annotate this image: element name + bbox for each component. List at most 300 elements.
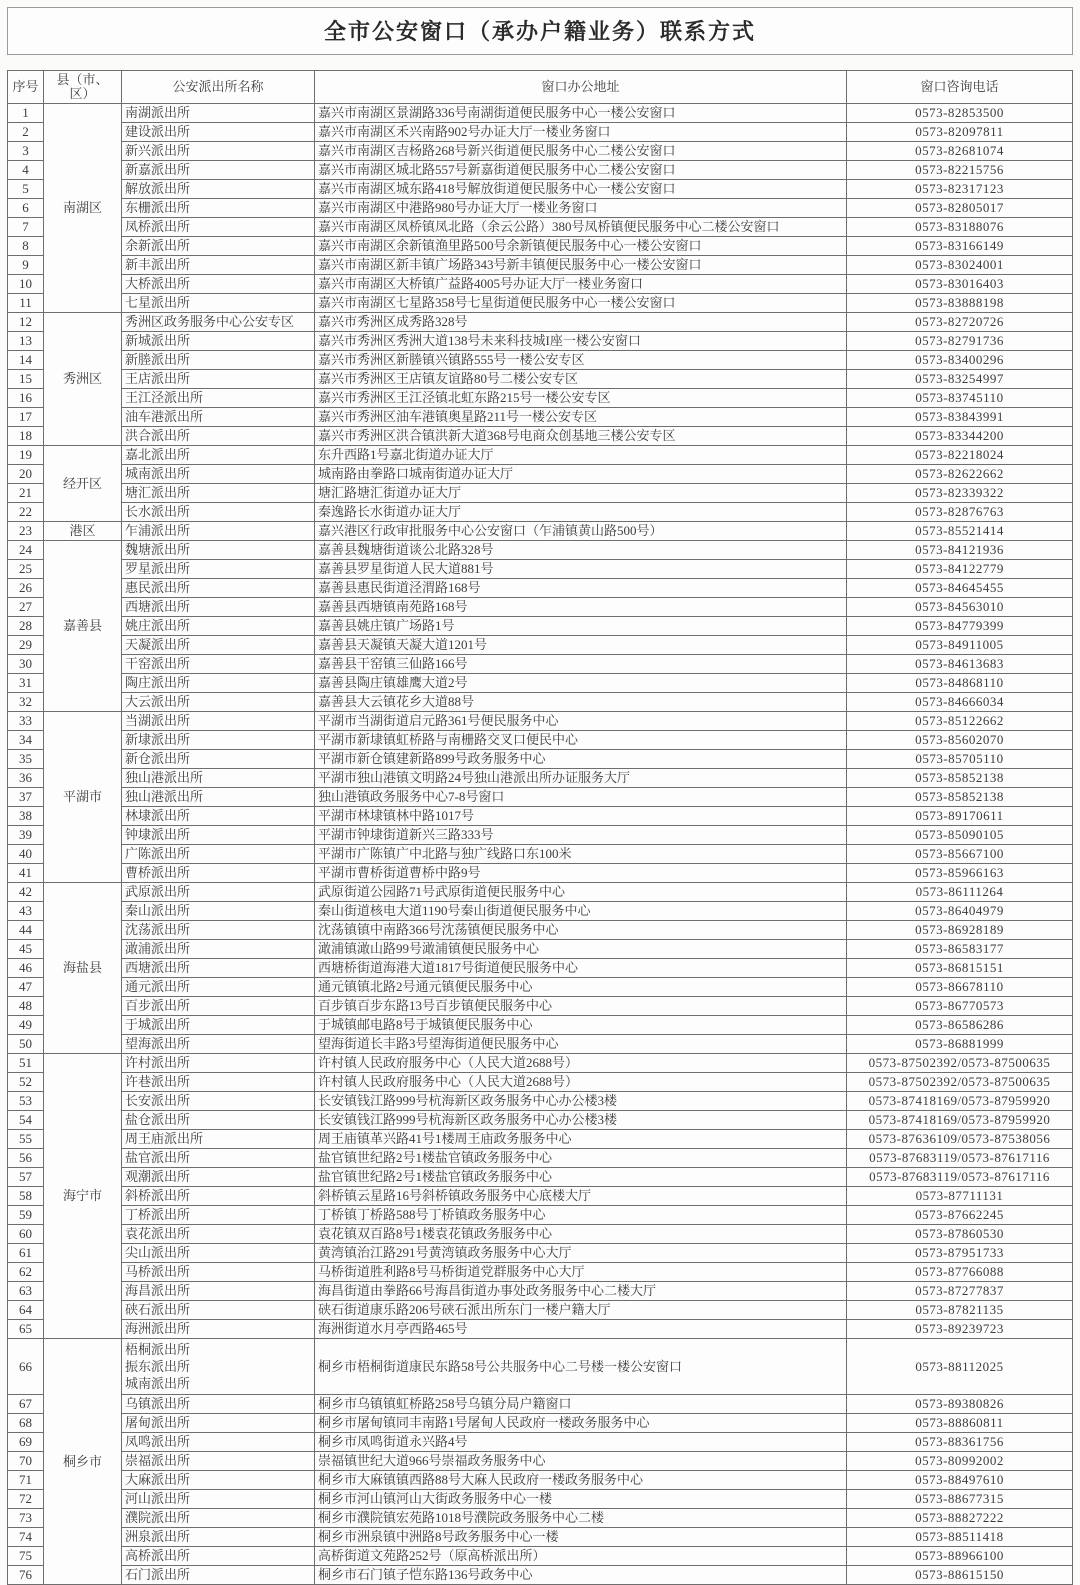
row-number-cell: 16 xyxy=(8,389,44,408)
station-name-cell: 新丰派出所 xyxy=(122,256,315,275)
row-number-cell: 52 xyxy=(8,1073,44,1092)
table-row xyxy=(8,313,1073,332)
row-number-cell: 3 xyxy=(8,142,44,161)
phone-cell: 0573-84645455 xyxy=(847,579,1073,598)
phone-cell: 0573-84868110 xyxy=(847,674,1073,693)
address-cell: 海洲街道水月亭西路465号 xyxy=(315,1320,847,1339)
row-number-cell: 56 xyxy=(8,1149,44,1168)
station-name-cell: 武原派出所 xyxy=(122,883,315,902)
row-number-cell: 55 xyxy=(8,1130,44,1149)
address-cell: 嘉兴市秀洲区洪合镇洪新大道368号电商众创基地三楼公安专区 xyxy=(315,427,847,446)
row-number-cell: 26 xyxy=(8,579,44,598)
address-cell: 秦逸路长水街道办证大厅 xyxy=(315,503,847,522)
phone-cell: 0573-86678110 xyxy=(847,978,1073,997)
row-number-cell: 2 xyxy=(8,123,44,142)
row-number-cell: 27 xyxy=(8,598,44,617)
phone-cell: 0573-87766088 xyxy=(847,1263,1073,1282)
phone-cell: 0573-87636109/0573-87538056 xyxy=(847,1130,1073,1149)
address-cell: 斜桥镇云星路16号斜桥镇政务服务中心底楼大厅 xyxy=(315,1187,847,1206)
table-row xyxy=(8,845,1073,864)
row-number-cell: 4 xyxy=(8,161,44,180)
station-name-cell: 王店派出所 xyxy=(122,370,315,389)
row-number-cell: 29 xyxy=(8,636,44,655)
row-number-cell: 25 xyxy=(8,560,44,579)
address-cell: 嘉兴市南湖区中港路980号办证大厅一楼业务窗口 xyxy=(315,199,847,218)
table-row xyxy=(8,921,1073,940)
table-row xyxy=(8,731,1073,750)
station-name-cell: 沈荡派出所 xyxy=(122,921,315,940)
row-number-cell: 11 xyxy=(8,294,44,313)
table-row xyxy=(8,427,1073,446)
table-row xyxy=(8,1433,1073,1452)
phone-cell: 0573-85521414 xyxy=(847,522,1073,541)
row-number-cell: 33 xyxy=(8,712,44,731)
phone-cell: 0573-82876763 xyxy=(847,503,1073,522)
phone-cell: 0573-82681074 xyxy=(847,142,1073,161)
address-cell: 于城镇邮电路8号于城镇便民服务中心 xyxy=(315,1016,847,1035)
table-row xyxy=(8,180,1073,199)
table-row xyxy=(8,1320,1073,1339)
station-name-cell: 高桥派出所 xyxy=(122,1547,315,1566)
station-name-cell: 河山派出所 xyxy=(122,1490,315,1509)
phone-cell: 0573-88966100 xyxy=(847,1547,1073,1566)
district-cell: 平湖市 xyxy=(44,712,122,883)
table-row xyxy=(8,1414,1073,1433)
address-cell: 平湖市当湖街道启元路361号便民服务中心 xyxy=(315,712,847,731)
row-number-cell: 8 xyxy=(8,237,44,256)
table-row xyxy=(8,959,1073,978)
table-row xyxy=(8,883,1073,902)
table-row xyxy=(8,636,1073,655)
phone-cell: 0573-82622662 xyxy=(847,465,1073,484)
station-name-cell: 屠甸派出所 xyxy=(122,1414,315,1433)
address-cell: 嘉兴市南湖区城北路557号新嘉街道便民服务中心二楼公安窗口 xyxy=(315,161,847,180)
station-name-cell: 油车港派出所 xyxy=(122,408,315,427)
table-row xyxy=(8,598,1073,617)
station-name-cell: 广陈派出所 xyxy=(122,845,315,864)
row-number-cell: 66 xyxy=(8,1339,44,1395)
table-row xyxy=(8,389,1073,408)
phone-cell: 0573-87418169/0573-87959920 xyxy=(847,1092,1073,1111)
phone-cell: 0573-87418169/0573-87959920 xyxy=(847,1111,1073,1130)
district-cell: 南湖区 xyxy=(44,104,122,313)
row-number-cell: 31 xyxy=(8,674,44,693)
address-cell: 桐乡市乌镇镇虹桥路258号乌镇分局户籍窗口 xyxy=(315,1395,847,1414)
table-row xyxy=(8,1016,1073,1035)
phone-cell: 0573-84911005 xyxy=(847,636,1073,655)
table-row xyxy=(8,1073,1073,1092)
station-name-cell: 长水派出所 xyxy=(122,503,315,522)
address-cell: 周王庙镇革兴路41号1楼周王庙政务服务中心 xyxy=(315,1130,847,1149)
row-number-cell: 38 xyxy=(8,807,44,826)
address-cell: 桐乡市大麻镇镇西路88号大麻人民政府一楼政务服务中心 xyxy=(315,1471,847,1490)
address-cell: 平湖市林埭镇林中路1017号 xyxy=(315,807,847,826)
table-row xyxy=(8,503,1073,522)
row-number-cell: 41 xyxy=(8,864,44,883)
phone-cell: 0573-88497610 xyxy=(847,1471,1073,1490)
phone-cell: 0573-85852138 xyxy=(847,788,1073,807)
table-row xyxy=(8,1263,1073,1282)
address-cell: 嘉兴市南湖区景湖路336号南湖街道便民服务中心一楼公安窗口 xyxy=(315,104,847,123)
table-row xyxy=(8,142,1073,161)
address-cell: 桐乡市河山镇河山大街政务服务中心一楼 xyxy=(315,1490,847,1509)
district-cell: 海宁市 xyxy=(44,1054,122,1339)
address-cell: 嘉兴市秀洲区新塍镇兴镇路555号一楼公安专区 xyxy=(315,351,847,370)
station-name-cell: 大桥派出所 xyxy=(122,275,315,294)
address-cell: 平湖市新埭镇虹桥路与南栅路交叉口便民中心 xyxy=(315,731,847,750)
phone-cell: 0573-82339322 xyxy=(847,484,1073,503)
row-number-cell: 73 xyxy=(8,1509,44,1528)
table-row xyxy=(8,864,1073,883)
address-cell: 嘉善县惠民街道泾渭路168号 xyxy=(315,579,847,598)
phone-cell: 0573-82853500 xyxy=(847,104,1073,123)
station-name-cell: 澉浦派出所 xyxy=(122,940,315,959)
row-number-cell: 5 xyxy=(8,180,44,199)
station-name-cell: 东栅派出所 xyxy=(122,199,315,218)
table-row xyxy=(8,104,1073,123)
row-number-cell: 67 xyxy=(8,1395,44,1414)
row-number-cell: 12 xyxy=(8,313,44,332)
phone-cell: 0573-83016403 xyxy=(847,275,1073,294)
table-body xyxy=(8,104,1073,1585)
table-row xyxy=(8,161,1073,180)
station-name-cell: 望海派出所 xyxy=(122,1035,315,1054)
phone-cell: 0573-87277837 xyxy=(847,1282,1073,1301)
table-row xyxy=(8,788,1073,807)
table-row xyxy=(8,1528,1073,1547)
address-cell: 许村镇人民政府服务中心（人民大道2688号） xyxy=(315,1073,847,1092)
station-name-cell: 许巷派出所 xyxy=(122,1073,315,1092)
address-cell: 海昌街道由拳路66号海昌街道办事处政务服务中心二楼大厅 xyxy=(315,1282,847,1301)
row-number-cell: 48 xyxy=(8,997,44,1016)
table-row xyxy=(8,522,1073,541)
address-cell: 嘉善县西塘镇南苑路168号 xyxy=(315,598,847,617)
phone-cell: 0573-88112025 xyxy=(847,1339,1073,1395)
station-name-cell: 城南派出所 xyxy=(122,465,315,484)
row-number-cell: 35 xyxy=(8,750,44,769)
district-cell: 嘉善县 xyxy=(44,541,122,712)
station-name-cell: 新埭派出所 xyxy=(122,731,315,750)
station-name-cell: 当湖派出所 xyxy=(122,712,315,731)
station-name-cell: 于城派出所 xyxy=(122,1016,315,1035)
phone-cell: 0573-84666034 xyxy=(847,693,1073,712)
address-cell: 西塘桥街道海港大道1817号街道便民服务中心 xyxy=(315,959,847,978)
phone-cell: 0573-83166149 xyxy=(847,237,1073,256)
station-name-cell: 钟埭派出所 xyxy=(122,826,315,845)
station-name-cell: 魏塘派出所 xyxy=(122,541,315,560)
station-name-cell: 崇福派出所 xyxy=(122,1452,315,1471)
station-name-cell: 嘉北派出所 xyxy=(122,446,315,465)
table-row xyxy=(8,940,1073,959)
row-number-cell: 47 xyxy=(8,978,44,997)
row-number-cell: 63 xyxy=(8,1282,44,1301)
address-cell: 平湖市钟埭街道新兴三路333号 xyxy=(315,826,847,845)
row-number-cell: 10 xyxy=(8,275,44,294)
station-name-cell: 马桥派出所 xyxy=(122,1263,315,1282)
address-cell: 盐官镇世纪路2号1楼盐官镇政务服务中心 xyxy=(315,1168,847,1187)
phone-cell: 0573-82218024 xyxy=(847,446,1073,465)
station-name-cell: 余新派出所 xyxy=(122,237,315,256)
phone-cell: 0573-85966163 xyxy=(847,864,1073,883)
address-cell: 盐官镇世纪路2号1楼盐官镇政务服务中心 xyxy=(315,1149,847,1168)
phone-cell: 0573-84613683 xyxy=(847,655,1073,674)
station-name-cell: 海昌派出所 xyxy=(122,1282,315,1301)
phone-cell: 0573-83254997 xyxy=(847,370,1073,389)
station-name-cell: 盐官派出所 xyxy=(122,1149,315,1168)
contact-table xyxy=(7,70,1073,1585)
table-row xyxy=(8,446,1073,465)
station-name-cell: 南湖派出所 xyxy=(122,104,315,123)
table-row xyxy=(8,1244,1073,1263)
row-number-cell: 23 xyxy=(8,522,44,541)
address-cell: 平湖市新仓镇建新路899号政务服务中心 xyxy=(315,750,847,769)
table-row xyxy=(8,237,1073,256)
address-cell: 桐乡市梧桐街道康民东路58号公共服务中心二号楼一楼公安窗口 xyxy=(315,1339,847,1395)
station-name-cell: 干窑派出所 xyxy=(122,655,315,674)
address-cell: 嘉兴市秀洲区王店镇友谊路80号二楼公安专区 xyxy=(315,370,847,389)
table-row xyxy=(8,1054,1073,1073)
row-number-cell: 46 xyxy=(8,959,44,978)
station-name-cell: 西塘派出所 xyxy=(122,959,315,978)
address-cell: 桐乡市凤鸣街道永兴路4号 xyxy=(315,1433,847,1452)
address-cell: 通元镇镇北路2号通元镇便民服务中心 xyxy=(315,978,847,997)
address-cell: 澉浦镇澉山路99号澉浦镇便民服务中心 xyxy=(315,940,847,959)
phone-cell: 0573-84563010 xyxy=(847,598,1073,617)
table-row xyxy=(8,1225,1073,1244)
station-name-cell: 罗星派出所 xyxy=(122,560,315,579)
table-row xyxy=(8,1282,1073,1301)
address-cell: 秦山街道核电大道1190号秦山街道便民服务中心 xyxy=(315,902,847,921)
station-name-cell: 硖石派出所 xyxy=(122,1301,315,1320)
phone-cell: 0573-80992002 xyxy=(847,1452,1073,1471)
phone-cell: 0573-83745110 xyxy=(847,389,1073,408)
station-name-line: 梧桐派出所 xyxy=(125,1342,191,1357)
station-name-cell: 许村派出所 xyxy=(122,1054,315,1073)
phone-cell: 0573-84121936 xyxy=(847,541,1073,560)
header-station-name: 公安派出所名称 xyxy=(122,71,315,104)
station-name-cell: 陶庄派出所 xyxy=(122,674,315,693)
phone-cell: 0573-88615150 xyxy=(847,1566,1073,1585)
phone-cell: 0573-86815151 xyxy=(847,959,1073,978)
station-name-cell: 大麻派出所 xyxy=(122,1471,315,1490)
page-title: 全市公安窗口（承办户籍业务）联系方式 xyxy=(7,7,1073,55)
address-cell: 沈荡镇镇中南路366号沈荡镇便民服务中心 xyxy=(315,921,847,940)
phone-cell: 0573-86111264 xyxy=(847,883,1073,902)
address-cell: 嘉善县干窑镇三仙路166号 xyxy=(315,655,847,674)
address-cell: 嘉兴市南湖区七星路358号七星街道便民服务中心一楼公安窗口 xyxy=(315,294,847,313)
table-row xyxy=(8,1111,1073,1130)
phone-cell: 0573-88827222 xyxy=(847,1509,1073,1528)
phone-cell: 0573-87683119/0573-87617116 xyxy=(847,1168,1073,1187)
table-row xyxy=(8,294,1073,313)
station-name-cell: 凤鸣派出所 xyxy=(122,1433,315,1452)
row-number-cell: 57 xyxy=(8,1168,44,1187)
address-cell: 平湖市曹桥街道曹桥中路9号 xyxy=(315,864,847,883)
station-name-cell: 长安派出所 xyxy=(122,1092,315,1111)
row-number-cell: 50 xyxy=(8,1035,44,1054)
table-row xyxy=(8,1035,1073,1054)
address-cell: 嘉兴市秀洲区成秀路328号 xyxy=(315,313,847,332)
address-cell: 许村镇人民政府服务中心（人民大道2688号） xyxy=(315,1054,847,1073)
phone-cell: 0573-87683119/0573-87617116 xyxy=(847,1149,1073,1168)
table-row xyxy=(8,332,1073,351)
address-cell: 望海街道长丰路3号望海街道便民服务中心 xyxy=(315,1035,847,1054)
table-row xyxy=(8,1168,1073,1187)
phone-cell: 0573-83344200 xyxy=(847,427,1073,446)
row-number-cell: 6 xyxy=(8,199,44,218)
table-row xyxy=(8,351,1073,370)
phone-cell: 0573-89239723 xyxy=(847,1320,1073,1339)
row-number-cell: 76 xyxy=(8,1566,44,1585)
station-name-cell: 独山港派出所 xyxy=(122,769,315,788)
address-cell: 平湖市独山港镇文明路24号独山港派出所办证服务大厅 xyxy=(315,769,847,788)
station-name-line: 振东派出所 xyxy=(125,1359,191,1374)
phone-cell: 0573-86586286 xyxy=(847,1016,1073,1035)
phone-cell: 0573-87951733 xyxy=(847,1244,1073,1263)
address-cell: 硖石街道康乐路206号硖石派出所东门一楼户籍大厅 xyxy=(315,1301,847,1320)
address-cell: 嘉兴港区行政审批服务中心公安窗口（乍浦镇黄山路500号） xyxy=(315,522,847,541)
address-cell: 袁花镇双百路8号1楼袁花镇政务服务中心 xyxy=(315,1225,847,1244)
address-cell: 高桥街道文苑路252号（原高桥派出所） xyxy=(315,1547,847,1566)
phone-cell: 0573-85852138 xyxy=(847,769,1073,788)
phone-cell: 0573-83400296 xyxy=(847,351,1073,370)
phone-cell: 0573-87502392/0573-87500635 xyxy=(847,1073,1073,1092)
address-cell: 嘉兴市秀洲区油车港镇奥星路211号一楼公安专区 xyxy=(315,408,847,427)
station-name-cell: 秀洲区政务服务中心公安专区 xyxy=(122,313,315,332)
table-row xyxy=(8,408,1073,427)
phone-cell: 0573-87860530 xyxy=(847,1225,1073,1244)
phone-cell: 0573-82720726 xyxy=(847,313,1073,332)
row-number-cell: 37 xyxy=(8,788,44,807)
address-cell: 嘉兴市南湖区凤桥镇凤北路（余云公路）380号凤桥镇便民服务中心二楼公安窗口 xyxy=(315,218,847,237)
phone-cell: 0573-85667100 xyxy=(847,845,1073,864)
row-number-cell: 43 xyxy=(8,902,44,921)
table-row xyxy=(8,275,1073,294)
row-number-cell: 13 xyxy=(8,332,44,351)
row-number-cell: 24 xyxy=(8,541,44,560)
row-number-cell: 53 xyxy=(8,1092,44,1111)
station-name-cell xyxy=(122,1339,315,1395)
address-cell: 城南路由拳路口城南街道办证大厅 xyxy=(315,465,847,484)
table-row xyxy=(8,579,1073,598)
row-number-cell: 59 xyxy=(8,1206,44,1225)
station-name-cell: 盐仓派出所 xyxy=(122,1111,315,1130)
station-name-cell: 斜桥派出所 xyxy=(122,1187,315,1206)
header-address: 窗口办公地址 xyxy=(315,71,847,104)
address-cell: 武原街道公园路71号武原街道便民服务中心 xyxy=(315,883,847,902)
row-number-cell: 14 xyxy=(8,351,44,370)
row-number-cell: 28 xyxy=(8,617,44,636)
table-row xyxy=(8,1566,1073,1585)
row-number-cell: 60 xyxy=(8,1225,44,1244)
table-row xyxy=(8,655,1073,674)
table-row xyxy=(8,1301,1073,1320)
phone-cell: 0573-83888198 xyxy=(847,294,1073,313)
row-number-cell: 45 xyxy=(8,940,44,959)
phone-cell: 0573-83188076 xyxy=(847,218,1073,237)
phone-cell: 0573-88677315 xyxy=(847,1490,1073,1509)
table-header-row xyxy=(8,71,1073,104)
address-cell: 黄湾镇治江路291号黄湾镇政务服务中心大厅 xyxy=(315,1244,847,1263)
station-name-cell: 海洲派出所 xyxy=(122,1320,315,1339)
address-cell: 嘉兴市南湖区余新镇渔里路500号余新镇便民服务中心一楼公安窗口 xyxy=(315,237,847,256)
row-number-cell: 54 xyxy=(8,1111,44,1130)
row-number-cell: 75 xyxy=(8,1547,44,1566)
address-cell: 长安镇钱江路999号杭海新区政务服务中心办公楼3楼 xyxy=(315,1092,847,1111)
address-cell: 嘉兴市秀洲区王江泾镇北虹东路215号一楼公安专区 xyxy=(315,389,847,408)
header-district: 县（市、区） xyxy=(44,71,122,104)
row-number-cell: 70 xyxy=(8,1452,44,1471)
table-row xyxy=(8,541,1073,560)
address-cell: 嘉善县天凝镇天凝大道1201号 xyxy=(315,636,847,655)
station-name-cell: 乍浦派出所 xyxy=(122,522,315,541)
address-cell: 嘉兴市南湖区吉杨路268号新兴街道便民服务中心二楼公安窗口 xyxy=(315,142,847,161)
address-cell: 东升西路1号嘉北街道办证大厅 xyxy=(315,446,847,465)
row-number-cell: 40 xyxy=(8,845,44,864)
phone-cell: 0573-88511418 xyxy=(847,1528,1073,1547)
table-row xyxy=(8,218,1073,237)
row-number-cell: 15 xyxy=(8,370,44,389)
table-row xyxy=(8,560,1073,579)
station-name-cell: 新嘉派出所 xyxy=(122,161,315,180)
row-number-cell: 36 xyxy=(8,769,44,788)
phone-cell: 0573-83024001 xyxy=(847,256,1073,275)
district-cell: 桐乡市 xyxy=(44,1339,122,1585)
row-number-cell: 32 xyxy=(8,693,44,712)
row-number-cell: 20 xyxy=(8,465,44,484)
row-number-cell: 51 xyxy=(8,1054,44,1073)
station-name-cell: 新城派出所 xyxy=(122,332,315,351)
row-number-cell: 21 xyxy=(8,484,44,503)
phone-cell: 0573-88860811 xyxy=(847,1414,1073,1433)
station-name-cell: 姚庄派出所 xyxy=(122,617,315,636)
district-cell: 秀洲区 xyxy=(44,313,122,446)
phone-cell: 0573-87502392/0573-87500635 xyxy=(847,1054,1073,1073)
station-name-cell: 石门派出所 xyxy=(122,1566,315,1585)
station-name-cell: 新仓派出所 xyxy=(122,750,315,769)
table-row xyxy=(8,256,1073,275)
phone-cell: 0573-89380826 xyxy=(847,1395,1073,1414)
row-number-cell: 18 xyxy=(8,427,44,446)
table-row xyxy=(8,370,1073,389)
station-name-cell: 塘汇派出所 xyxy=(122,484,315,503)
station-name-cell: 新兴派出所 xyxy=(122,142,315,161)
row-number-cell: 19 xyxy=(8,446,44,465)
station-name-cell: 乌镇派出所 xyxy=(122,1395,315,1414)
row-number-cell: 9 xyxy=(8,256,44,275)
station-name-cell: 洪合派出所 xyxy=(122,427,315,446)
row-number-cell: 39 xyxy=(8,826,44,845)
table-row xyxy=(8,1395,1073,1414)
row-number-cell: 44 xyxy=(8,921,44,940)
address-cell: 桐乡市石门镇子恺东路136号政务中心 xyxy=(315,1566,847,1585)
row-number-cell: 71 xyxy=(8,1471,44,1490)
table-row xyxy=(8,693,1073,712)
station-name-cell: 王江泾派出所 xyxy=(122,389,315,408)
address-cell: 马桥街道胜利路8号马桥街道党群服务中心大厅 xyxy=(315,1263,847,1282)
table-row xyxy=(8,1509,1073,1528)
phone-cell: 0573-82215756 xyxy=(847,161,1073,180)
station-name-cell: 曹桥派出所 xyxy=(122,864,315,883)
station-name-cell: 通元派出所 xyxy=(122,978,315,997)
address-cell: 崇福镇世纪大道966号崇福政务服务中心 xyxy=(315,1452,847,1471)
phone-cell: 0573-86928189 xyxy=(847,921,1073,940)
row-number-cell: 68 xyxy=(8,1414,44,1433)
row-number-cell: 42 xyxy=(8,883,44,902)
row-number-cell: 58 xyxy=(8,1187,44,1206)
station-name-cell: 惠民派出所 xyxy=(122,579,315,598)
table-row xyxy=(8,1187,1073,1206)
